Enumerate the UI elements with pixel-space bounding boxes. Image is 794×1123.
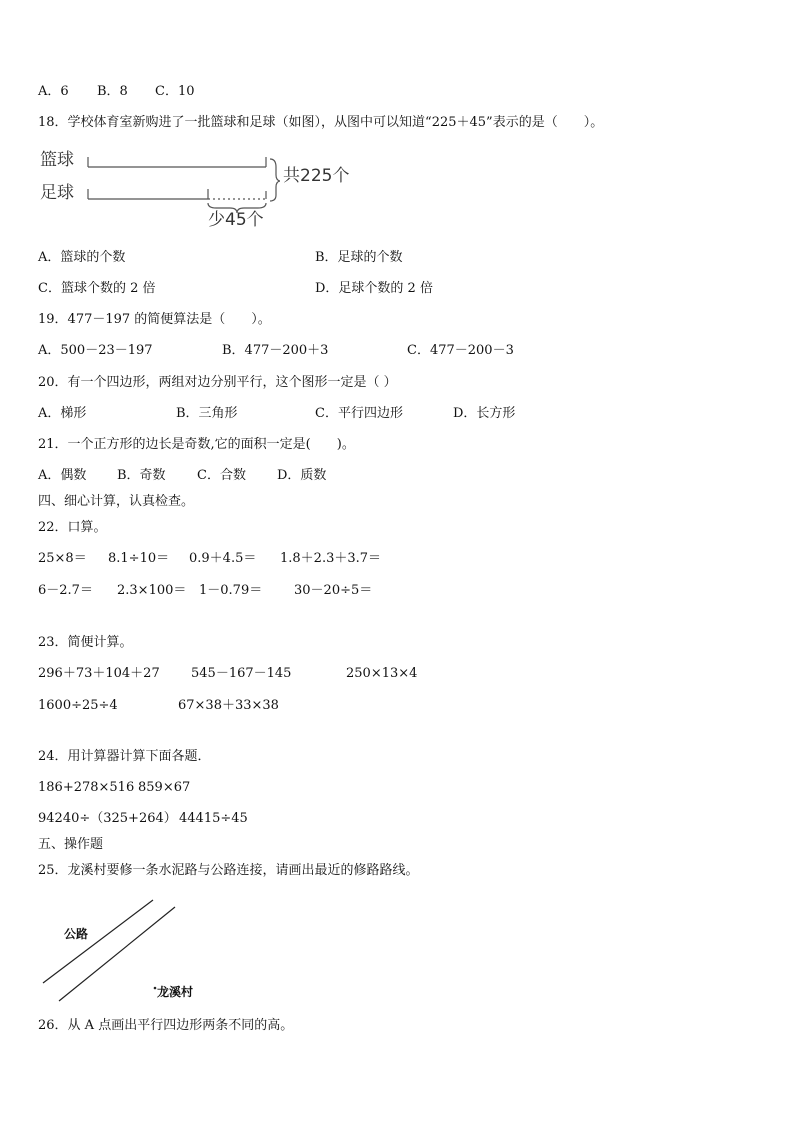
q18-question: 18．学校体育室新购进了一批篮球和足球（如图），从图中可以知道“225＋45”表示的是（ ）。 [38, 115, 604, 130]
q23-item: 545－167－145 [191, 666, 292, 681]
q18-segment-drawing [80, 145, 280, 220]
q22-item: 30－20÷5＝ [294, 583, 373, 598]
q18-option-a: A．篮球的个数 [38, 250, 126, 265]
q22-item: 1.8＋2.3＋3.7＝ [280, 551, 382, 566]
q24-item: 44415÷45 [179, 811, 248, 826]
q18-option-b: B．足球的个数 [315, 250, 403, 265]
q22-item: 2.3×100＝ [117, 583, 187, 598]
q22-item: 25×8＝ [38, 551, 87, 566]
q22-title: 22．口算。 [38, 520, 107, 535]
q25-question: 25．龙溪村要修一条水泥路与公路连接，请画出最近的修路路线。 [38, 863, 419, 878]
q18-less-label: 少45个 [208, 210, 264, 230]
q21-option-d: D．质数 [277, 468, 327, 483]
q23-title: 23．简便计算。 [38, 635, 133, 650]
q22-item: 0.9＋4.5＝ [189, 551, 257, 566]
q20-option-d: D．长方形 [453, 406, 516, 421]
q23-item: 67×38＋33×38 [178, 698, 279, 713]
q20-option-a: A．梯形 [38, 406, 87, 421]
section-5-heading: 五、操作题 [38, 837, 104, 852]
q18-basketball-label: 篮球 [40, 150, 74, 170]
q17-option-c: C．10 [155, 84, 195, 99]
q19-question: 19．477－197 的简便算法是（ ）。 [38, 312, 271, 327]
q17-option-a: A．6 [38, 84, 69, 99]
q20-question: 20．有一个四边形，两组对边分别平行，这个图形一定是（ ） [38, 375, 397, 390]
q21-question: 21．一个正方形的边长是奇数,它的面积一定是( )。 [38, 437, 355, 452]
q23-item: 250×13×4 [346, 666, 418, 681]
q19-option-a: A．500－23－197 [38, 343, 153, 358]
q23-item: 296＋73＋104＋27 [38, 666, 160, 681]
q24-title: 24．用计算器计算下面各题． [38, 749, 211, 764]
q21-option-b: B．奇数 [117, 468, 166, 483]
section-4-heading: 四、细心计算，认真检查。 [38, 494, 195, 509]
q21-option-a: A．偶数 [38, 468, 87, 483]
q25-road-label: 公路 [64, 927, 89, 941]
q18-option-d: D．足球个数的 2 倍 [315, 281, 433, 296]
q22-item: 1－0.79＝ [199, 583, 263, 598]
q18-total-label: 共225个 [283, 166, 350, 186]
q18-option-c: C．篮球个数的 2 倍 [38, 281, 156, 296]
q23-item: 1600÷25÷4 [38, 698, 118, 713]
q20-option-b: B．三角形 [176, 406, 238, 421]
q22-item: 6－2.7＝ [38, 583, 93, 598]
q26-question: 26．从 A 点画出平行四边形两条不同的高。 [38, 1018, 294, 1033]
q25-village-label: 龙溪村 [157, 985, 194, 999]
q24-item: 859×67 [138, 780, 191, 795]
q19-option-b: B．477－200＋3 [222, 343, 329, 358]
q22-item: 8.1÷10＝ [108, 551, 170, 566]
q24-item: 94240÷（325+264） [38, 811, 177, 826]
q18-football-label: 足球 [40, 183, 74, 203]
q17-option-b: B．8 [97, 84, 128, 99]
q24-item: 186+278×516 [38, 780, 135, 795]
q19-option-c: C．477－200－3 [407, 343, 514, 358]
q20-option-c: C．平行四边形 [315, 406, 403, 421]
q21-option-c: C．合数 [197, 468, 246, 483]
